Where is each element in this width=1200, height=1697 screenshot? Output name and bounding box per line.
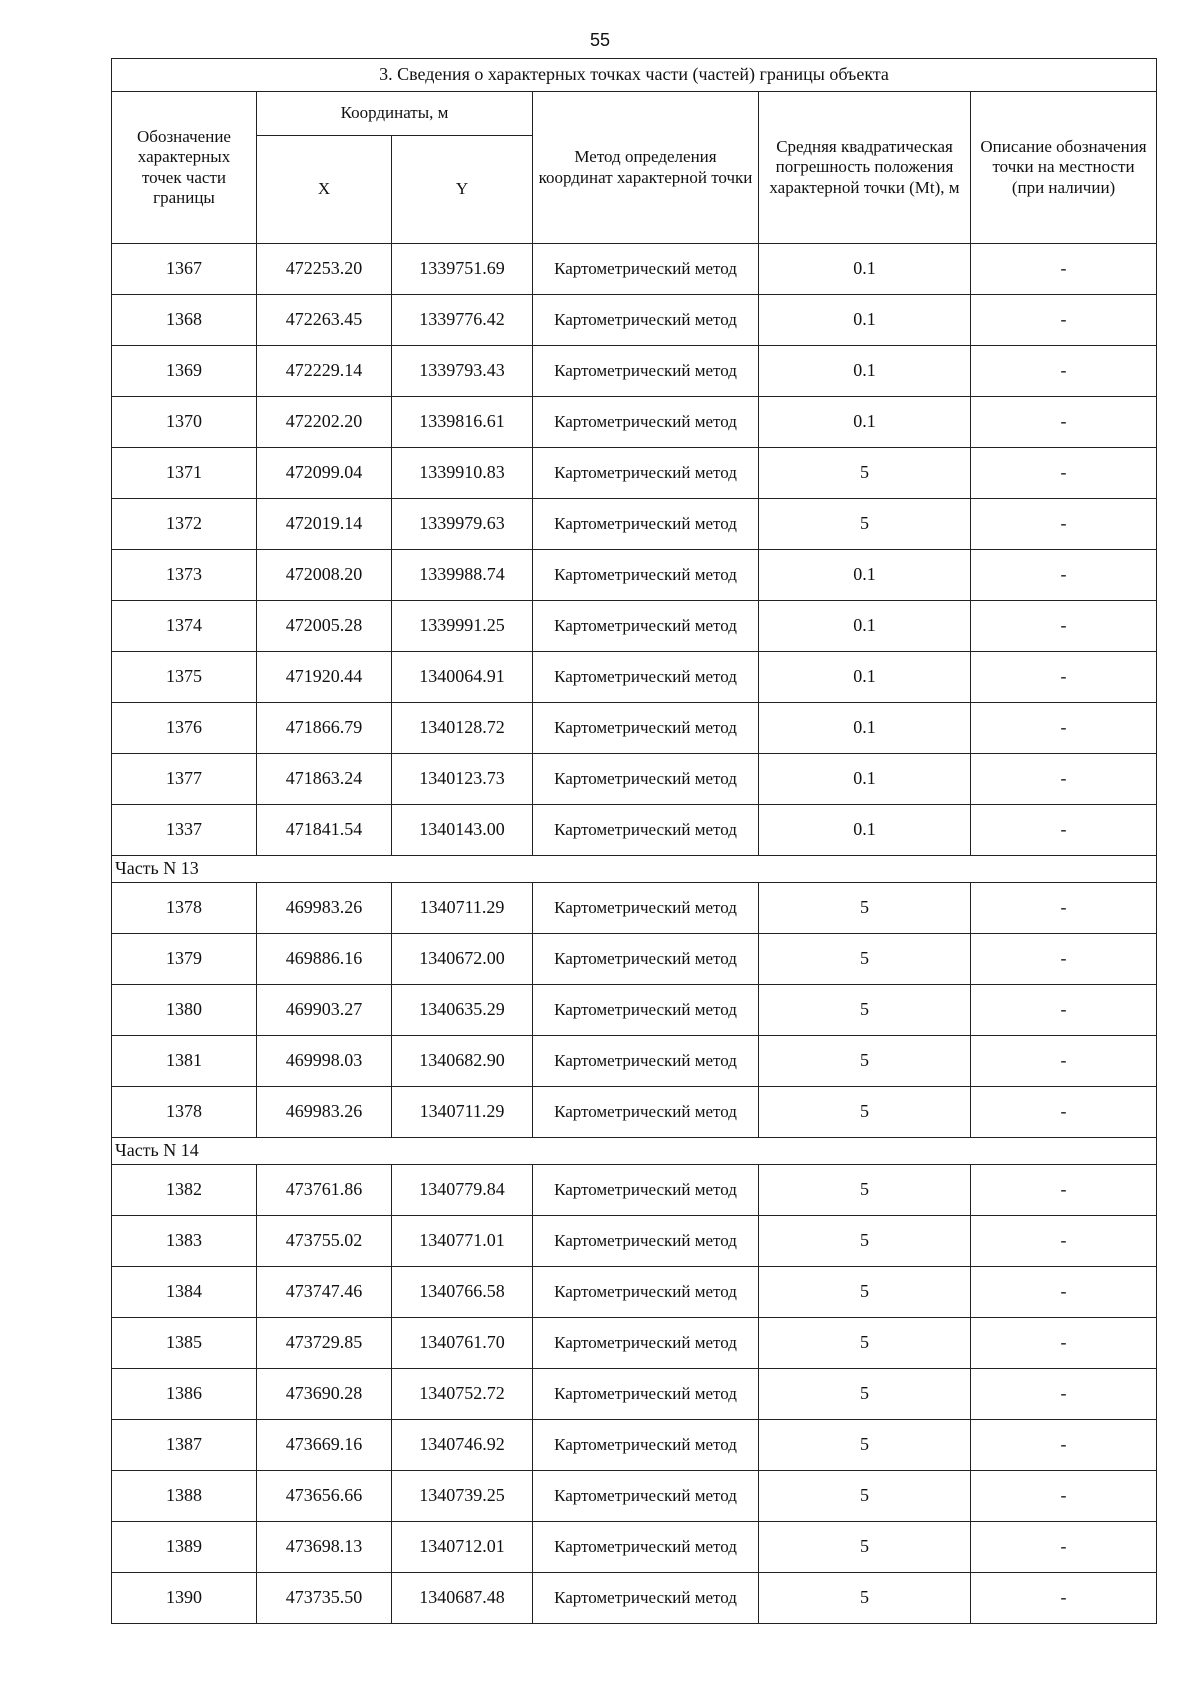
method-cell: Картометрический метод — [533, 1087, 759, 1138]
table-row — [112, 985, 1157, 1036]
point-id-cell: 1382 — [112, 1165, 257, 1216]
y-coordinate-cell: 1340779.84 — [392, 1165, 533, 1216]
x-coordinate-cell: 472005.28 — [257, 601, 392, 652]
description-cell: - — [971, 499, 1157, 550]
table-row — [112, 397, 1157, 448]
description-cell: - — [971, 1216, 1157, 1267]
table-row — [112, 1573, 1157, 1624]
y-coordinate-cell: 1340761.70 — [392, 1318, 533, 1369]
x-coordinate-cell: 473669.16 — [257, 1420, 392, 1471]
point-id-cell: 1367 — [112, 244, 257, 295]
y-coordinate-cell: 1339979.63 — [392, 499, 533, 550]
x-coordinate-cell: 469983.26 — [257, 1087, 392, 1138]
description-cell: - — [971, 652, 1157, 703]
x-coordinate-cell: 472099.04 — [257, 448, 392, 499]
description-cell: - — [971, 346, 1157, 397]
x-coordinate-cell: 472019.14 — [257, 499, 392, 550]
error-cell: 0.1 — [759, 550, 971, 601]
error-cell: 5 — [759, 934, 971, 985]
point-id-cell: 1337 — [112, 805, 257, 856]
error-cell: 0.1 — [759, 244, 971, 295]
y-coordinate-cell: 1339988.74 — [392, 550, 533, 601]
x-coordinate-cell: 471866.79 — [257, 703, 392, 754]
table-row — [112, 1522, 1157, 1573]
x-coordinate-cell: 473761.86 — [257, 1165, 392, 1216]
description-cell: - — [971, 244, 1157, 295]
method-cell: Картометрический метод — [533, 346, 759, 397]
y-coordinate-cell: 1340712.01 — [392, 1522, 533, 1573]
method-cell: Картометрический метод — [533, 934, 759, 985]
method-cell: Картометрический метод — [533, 499, 759, 550]
method-cell: Картометрический метод — [533, 1036, 759, 1087]
section-label: Часть N 13 — [112, 856, 1157, 883]
header-designation: Обозначение характерных точек части границы — [112, 92, 257, 244]
y-coordinate-cell: 1340746.92 — [392, 1420, 533, 1471]
point-id-cell: 1377 — [112, 754, 257, 805]
error-cell: 0.1 — [759, 805, 971, 856]
x-coordinate-cell: 469983.26 — [257, 883, 392, 934]
point-id-cell: 1369 — [112, 346, 257, 397]
point-id-cell: 1373 — [112, 550, 257, 601]
method-cell: Картометрический метод — [533, 1573, 759, 1624]
method-cell: Картометрический метод — [533, 601, 759, 652]
description-cell: - — [971, 448, 1157, 499]
description-cell: - — [971, 1522, 1157, 1573]
x-coordinate-cell: 471920.44 — [257, 652, 392, 703]
point-id-cell: 1368 — [112, 295, 257, 346]
error-cell: 5 — [759, 1036, 971, 1087]
section-label: Часть N 14 — [112, 1138, 1157, 1165]
y-coordinate-cell: 1340771.01 — [392, 1216, 533, 1267]
y-coordinate-cell: 1339776.42 — [392, 295, 533, 346]
description-cell: - — [971, 1471, 1157, 1522]
y-coordinate-cell: 1340635.29 — [392, 985, 533, 1036]
method-cell: Картометрический метод — [533, 805, 759, 856]
y-coordinate-cell: 1340682.90 — [392, 1036, 533, 1087]
error-cell: 5 — [759, 883, 971, 934]
method-cell: Картометрический метод — [533, 1471, 759, 1522]
x-coordinate-cell: 473729.85 — [257, 1318, 392, 1369]
error-cell: 5 — [759, 1369, 971, 1420]
header-y: Y — [392, 136, 533, 244]
description-cell: - — [971, 754, 1157, 805]
method-cell: Картометрический метод — [533, 448, 759, 499]
table-row — [112, 499, 1157, 550]
y-coordinate-cell: 1340128.72 — [392, 703, 533, 754]
x-coordinate-cell: 472253.20 — [257, 244, 392, 295]
point-id-cell: 1378 — [112, 1087, 257, 1138]
point-id-cell: 1384 — [112, 1267, 257, 1318]
description-cell: - — [971, 1087, 1157, 1138]
error-cell: 5 — [759, 1522, 971, 1573]
method-cell: Картометрический метод — [533, 1522, 759, 1573]
method-cell: Картометрический метод — [533, 1369, 759, 1420]
method-cell: Картометрический метод — [533, 652, 759, 703]
x-coordinate-cell: 473698.13 — [257, 1522, 392, 1573]
point-id-cell: 1380 — [112, 985, 257, 1036]
description-cell: - — [971, 1318, 1157, 1369]
error-cell: 5 — [759, 499, 971, 550]
error-cell: 5 — [759, 1318, 971, 1369]
point-id-cell: 1378 — [112, 883, 257, 934]
table-row — [112, 448, 1157, 499]
y-coordinate-cell: 1340672.00 — [392, 934, 533, 985]
point-id-cell: 1390 — [112, 1573, 257, 1624]
y-coordinate-cell: 1340711.29 — [392, 1087, 533, 1138]
y-coordinate-cell: 1340711.29 — [392, 883, 533, 934]
table-row — [112, 1216, 1157, 1267]
x-coordinate-cell: 472263.45 — [257, 295, 392, 346]
point-id-cell: 1387 — [112, 1420, 257, 1471]
x-coordinate-cell: 473755.02 — [257, 1216, 392, 1267]
method-cell: Картометрический метод — [533, 295, 759, 346]
header-method: Метод определения координат характерной точки — [533, 92, 759, 244]
y-coordinate-cell: 1340064.91 — [392, 652, 533, 703]
method-cell: Картометрический метод — [533, 1165, 759, 1216]
table-row — [112, 550, 1157, 601]
description-cell: - — [971, 550, 1157, 601]
point-id-cell: 1371 — [112, 448, 257, 499]
method-cell: Картометрический метод — [533, 1267, 759, 1318]
method-cell: Картометрический метод — [533, 397, 759, 448]
description-cell: - — [971, 1420, 1157, 1471]
y-coordinate-cell: 1340739.25 — [392, 1471, 533, 1522]
table-row — [112, 1471, 1157, 1522]
description-cell: - — [971, 985, 1157, 1036]
method-cell: Картометрический метод — [533, 1318, 759, 1369]
x-coordinate-cell: 472008.20 — [257, 550, 392, 601]
error-cell: 5 — [759, 1165, 971, 1216]
error-cell: 0.1 — [759, 754, 971, 805]
point-id-cell: 1383 — [112, 1216, 257, 1267]
point-id-cell: 1388 — [112, 1471, 257, 1522]
y-coordinate-cell: 1339793.43 — [392, 346, 533, 397]
header-description: Описание обозначения точки на местности (при наличии) — [971, 92, 1157, 244]
error-cell: 0.1 — [759, 295, 971, 346]
table-row — [112, 1087, 1157, 1138]
error-cell: 5 — [759, 448, 971, 499]
error-cell: 5 — [759, 1267, 971, 1318]
table-row — [112, 883, 1157, 934]
section-header-row — [112, 856, 1157, 883]
table-row — [112, 1267, 1157, 1318]
x-coordinate-cell: 471841.54 — [257, 805, 392, 856]
x-coordinate-cell: 469886.16 — [257, 934, 392, 985]
x-coordinate-cell: 473656.66 — [257, 1471, 392, 1522]
method-cell: Картометрический метод — [533, 1216, 759, 1267]
characteristic-points-table — [111, 58, 1157, 1624]
table-title: 3. Сведения о характерных точках части (частей) границы объекта — [112, 59, 1157, 92]
description-cell: - — [971, 1036, 1157, 1087]
error-cell: 0.1 — [759, 703, 971, 754]
x-coordinate-cell: 472229.14 — [257, 346, 392, 397]
x-coordinate-cell: 473747.46 — [257, 1267, 392, 1318]
point-id-cell: 1370 — [112, 397, 257, 448]
x-coordinate-cell: 471863.24 — [257, 754, 392, 805]
table-row — [112, 244, 1157, 295]
point-id-cell: 1385 — [112, 1318, 257, 1369]
description-cell: - — [971, 1267, 1157, 1318]
y-coordinate-cell: 1339910.83 — [392, 448, 533, 499]
description-cell: - — [971, 934, 1157, 985]
error-cell: 5 — [759, 1420, 971, 1471]
table-row — [112, 1420, 1157, 1471]
table-row — [112, 601, 1157, 652]
method-cell: Картометрический метод — [533, 703, 759, 754]
error-cell: 0.1 — [759, 397, 971, 448]
table-row — [112, 346, 1157, 397]
x-coordinate-cell: 469903.27 — [257, 985, 392, 1036]
point-id-cell: 1381 — [112, 1036, 257, 1087]
x-coordinate-cell: 469998.03 — [257, 1036, 392, 1087]
error-cell: 0.1 — [759, 601, 971, 652]
error-cell: 0.1 — [759, 652, 971, 703]
table-row — [112, 703, 1157, 754]
method-cell: Картометрический метод — [533, 244, 759, 295]
description-cell: - — [971, 397, 1157, 448]
description-cell: - — [971, 1369, 1157, 1420]
description-cell: - — [971, 1165, 1157, 1216]
table-row — [112, 1318, 1157, 1369]
header-x: X — [257, 136, 392, 244]
header-coordinates: Координаты, м — [257, 92, 533, 136]
error-cell: 5 — [759, 1087, 971, 1138]
table-row — [112, 652, 1157, 703]
y-coordinate-cell: 1340123.73 — [392, 754, 533, 805]
error-cell: 5 — [759, 985, 971, 1036]
point-id-cell: 1372 — [112, 499, 257, 550]
x-coordinate-cell: 472202.20 — [257, 397, 392, 448]
table-row — [112, 1369, 1157, 1420]
table-row — [112, 1165, 1157, 1216]
table-row — [112, 295, 1157, 346]
table-row — [112, 1036, 1157, 1087]
point-id-cell: 1376 — [112, 703, 257, 754]
description-cell: - — [971, 703, 1157, 754]
error-cell: 5 — [759, 1471, 971, 1522]
y-coordinate-cell: 1339751.69 — [392, 244, 533, 295]
point-id-cell: 1375 — [112, 652, 257, 703]
point-id-cell: 1389 — [112, 1522, 257, 1573]
page-number: 55 — [589, 30, 611, 50]
table-row — [112, 934, 1157, 985]
description-cell: - — [971, 883, 1157, 934]
error-cell: 5 — [759, 1216, 971, 1267]
table-row — [112, 754, 1157, 805]
y-coordinate-cell: 1340143.00 — [392, 805, 533, 856]
table-row — [112, 805, 1157, 856]
section-header-row — [112, 1138, 1157, 1165]
y-coordinate-cell: 1339991.25 — [392, 601, 533, 652]
method-cell: Картометрический метод — [533, 754, 759, 805]
description-cell: - — [971, 295, 1157, 346]
y-coordinate-cell: 1340752.72 — [392, 1369, 533, 1420]
description-cell: - — [971, 601, 1157, 652]
x-coordinate-cell: 473690.28 — [257, 1369, 392, 1420]
point-id-cell: 1386 — [112, 1369, 257, 1420]
table-body — [112, 244, 1157, 1624]
method-cell: Картометрический метод — [533, 883, 759, 934]
x-coordinate-cell: 473735.50 — [257, 1573, 392, 1624]
error-cell: 0.1 — [759, 346, 971, 397]
point-id-cell: 1379 — [112, 934, 257, 985]
y-coordinate-cell: 1340766.58 — [392, 1267, 533, 1318]
y-coordinate-cell: 1339816.61 — [392, 397, 533, 448]
point-id-cell: 1374 — [112, 601, 257, 652]
error-cell: 5 — [759, 1573, 971, 1624]
header-error: Средняя квадратическая погрешность положения характерной точки (Mt), м — [759, 92, 971, 244]
method-cell: Картометрический метод — [533, 550, 759, 601]
method-cell: Картометрический метод — [533, 985, 759, 1036]
description-cell: - — [971, 805, 1157, 856]
y-coordinate-cell: 1340687.48 — [392, 1573, 533, 1624]
method-cell: Картометрический метод — [533, 1420, 759, 1471]
description-cell: - — [971, 1573, 1157, 1624]
